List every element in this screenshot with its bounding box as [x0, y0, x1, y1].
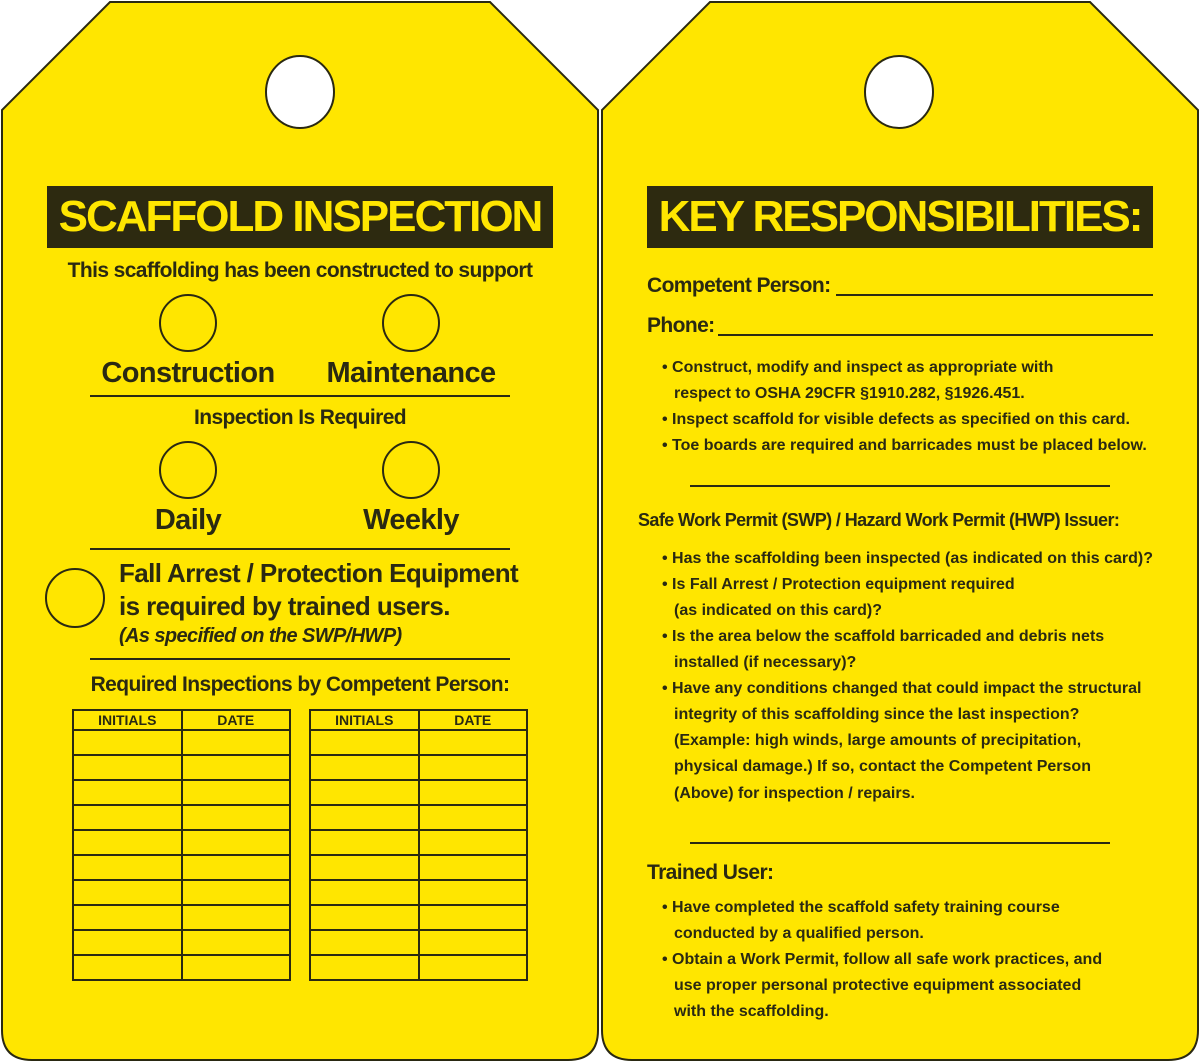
table-row	[310, 730, 527, 755]
date-cell[interactable]	[182, 955, 291, 980]
inspection-heading: Inspection Is Required	[193, 406, 407, 429]
initials-cell[interactable]	[73, 730, 182, 755]
date-cell[interactable]	[419, 830, 528, 855]
list-item: • Inspect scaffold for visible defects as specified on this card.	[662, 411, 1130, 428]
trained-user-heading: Trained User:	[647, 861, 774, 884]
weekly-label: Weekly	[363, 504, 459, 536]
back-grommet-hole	[865, 56, 933, 128]
inspection-log-table-right	[309, 709, 528, 981]
initials-cell[interactable]	[310, 830, 419, 855]
initials-cell[interactable]	[310, 905, 419, 930]
maintenance-checkbox[interactable]	[382, 294, 440, 352]
initials-header: INITIALS	[73, 710, 182, 730]
fall-arrest-line2: is required by trained users.	[119, 591, 450, 621]
inspection-log-table-left	[72, 709, 291, 981]
table-row	[310, 955, 527, 980]
initials-cell[interactable]	[73, 830, 182, 855]
initials-header: INITIALS	[310, 710, 419, 730]
list-item-continued: (as indicated on this card)?	[674, 602, 883, 619]
date-cell[interactable]	[182, 830, 291, 855]
initials-cell[interactable]	[73, 855, 182, 880]
table-row	[310, 930, 527, 955]
table-row	[310, 805, 527, 830]
table-row	[310, 905, 527, 930]
table-row	[73, 855, 290, 880]
list-item-continued: with the scaffolding.	[674, 1003, 829, 1020]
competent-person-field[interactable]	[836, 294, 1153, 296]
date-cell[interactable]	[182, 805, 291, 830]
date-cell[interactable]	[419, 880, 528, 905]
date-cell[interactable]	[419, 755, 528, 780]
fall-arrest-note: (As specified on the SWP/HWP)	[119, 625, 402, 647]
table-row	[73, 830, 290, 855]
log-heading: Required Inspections by Competent Person:	[90, 673, 510, 696]
front-subtitle: This scaffolding has been constructed to support	[67, 259, 533, 282]
date-cell[interactable]	[419, 955, 528, 980]
phone-label: Phone:	[647, 314, 715, 337]
list-item-continued: use proper personal protective equipment associated	[674, 977, 1082, 994]
date-cell[interactable]	[182, 780, 291, 805]
list-item: • Is Fall Arrest / Protection equipment required	[662, 576, 1015, 593]
initials-cell[interactable]	[310, 730, 419, 755]
initials-cell[interactable]	[73, 930, 182, 955]
table-row	[310, 830, 527, 855]
date-cell[interactable]	[182, 930, 291, 955]
list-item: • Have any conditions changed that could impact the structural	[662, 680, 1142, 697]
date-cell[interactable]	[182, 905, 291, 930]
date-cell[interactable]	[419, 805, 528, 830]
date-cell[interactable]	[419, 730, 528, 755]
issuer-heading: Safe Work Permit (SWP) / Hazard Work Permit (HWP) Issuer:	[638, 510, 1120, 530]
divider	[90, 548, 510, 550]
table-row	[310, 880, 527, 905]
initials-cell[interactable]	[73, 905, 182, 930]
divider	[690, 485, 1110, 487]
table-row	[310, 855, 527, 880]
daily-checkbox[interactable]	[159, 441, 217, 499]
table-row	[73, 905, 290, 930]
weekly-checkbox[interactable]	[382, 441, 440, 499]
fall-arrest-checkbox[interactable]	[45, 568, 105, 628]
table-row	[73, 880, 290, 905]
front-title: SCAFFOLD INSPECTION	[47, 186, 553, 248]
list-item: • Is the area below the scaffold barricaded and debris nets	[662, 628, 1105, 645]
front-grommet-hole	[266, 56, 334, 128]
initials-cell[interactable]	[73, 755, 182, 780]
date-cell[interactable]	[182, 755, 291, 780]
date-cell[interactable]	[419, 855, 528, 880]
competent-person-label: Competent Person:	[647, 274, 831, 297]
list-item-continued: physical damage.) If so, contact the Competent Person	[674, 758, 1091, 775]
table-row	[73, 955, 290, 980]
initials-cell[interactable]	[310, 855, 419, 880]
date-header: DATE	[419, 710, 528, 730]
date-cell[interactable]	[419, 780, 528, 805]
initials-cell[interactable]	[310, 780, 419, 805]
table-row	[73, 755, 290, 780]
table-row	[73, 805, 290, 830]
table-row	[73, 780, 290, 805]
initials-cell[interactable]	[310, 880, 419, 905]
divider	[90, 395, 510, 397]
initials-cell[interactable]	[310, 930, 419, 955]
table-row	[310, 755, 527, 780]
list-item: • Toe boards are required and barricades must be placed below.	[662, 437, 1147, 454]
construction-checkbox[interactable]	[159, 294, 217, 352]
initials-cell[interactable]	[310, 805, 419, 830]
initials-cell[interactable]	[73, 955, 182, 980]
date-cell[interactable]	[182, 880, 291, 905]
divider	[90, 658, 510, 660]
table-row	[310, 780, 527, 805]
initials-cell[interactable]	[310, 755, 419, 780]
list-item: • Has the scaffolding been inspected (as indicated on this card)?	[662, 550, 1154, 567]
list-item: • Have completed the scaffold safety training course	[662, 899, 1060, 916]
phone-field[interactable]	[718, 334, 1153, 336]
table-row	[73, 930, 290, 955]
table-row	[73, 730, 290, 755]
fall-arrest-line1: Fall Arrest / Protection Equipment	[119, 558, 519, 588]
date-cell[interactable]	[182, 855, 291, 880]
initials-cell[interactable]	[73, 805, 182, 830]
list-item-continued: respect to OSHA 29CFR §1910.282, §1926.451.	[674, 385, 1025, 402]
date-header: DATE	[182, 710, 291, 730]
list-item-continued: integrity of this scaffolding since the last inspection?	[674, 706, 1080, 723]
list-item-continued: (Above) for inspection / repairs.	[674, 785, 915, 802]
divider	[690, 842, 1110, 844]
date-cell[interactable]	[182, 730, 291, 755]
construction-label: Construction	[101, 357, 275, 389]
list-item-continued: installed (if necessary)?	[674, 654, 857, 671]
list-item-continued: conducted by a qualified person.	[674, 925, 924, 942]
initials-cell[interactable]	[73, 880, 182, 905]
daily-label: Daily	[154, 504, 222, 536]
date-cell[interactable]	[419, 905, 528, 930]
initials-cell[interactable]	[73, 780, 182, 805]
list-item: • Construct, modify and inspect as appropriate with	[662, 359, 1054, 376]
initials-cell[interactable]	[310, 955, 419, 980]
maintenance-label: Maintenance	[326, 357, 496, 389]
list-item: • Obtain a Work Permit, follow all safe work practices, and	[662, 951, 1103, 968]
list-item-continued: (Example: high winds, large amounts of precipitation,	[674, 732, 1082, 749]
date-cell[interactable]	[419, 930, 528, 955]
back-title: KEY RESPONSIBILITIES:	[647, 186, 1153, 248]
